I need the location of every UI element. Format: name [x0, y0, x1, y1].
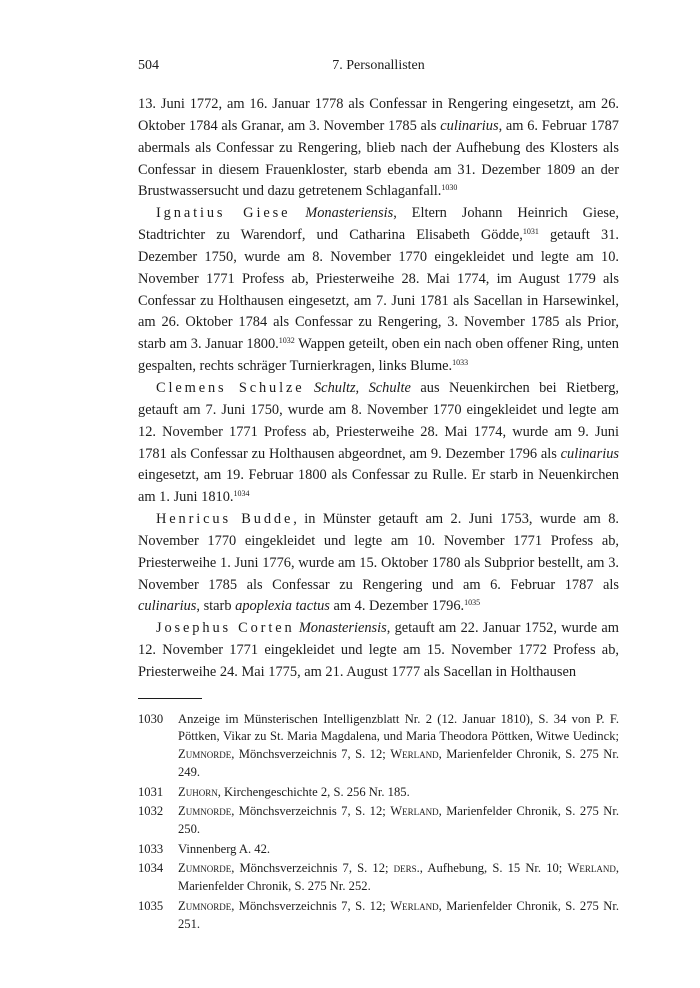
book-page	[138, 58, 619, 935]
footnote-text: Zuhorn, Kirchengeschichte 2, S. 256 Nr. 185.	[178, 784, 410, 799]
italic-term: apoplexia tactus	[235, 598, 330, 615]
main-text	[138, 94, 619, 684]
footnote-number: 1030	[138, 711, 164, 726]
footnote	[138, 711, 619, 782]
footnote-number: 1033	[138, 841, 164, 856]
entry-henricus-budde: Henricus Budde, in Münster getauft am 2. Juni 1753, wurde am 8. November 1770 eingekleidet und legte am 10. November 1771 Profess ab, Priesterweihe 1. Juni 1776, wurde am 15. Oktober 1780 als Subprior bestellt, am 3. November 1785 als Confessar zu Rengering und am 6. Februar 1787 als culinarius, starb apoplexia tactus am 4. Dezember 1796.$^{1035}$	[138, 511, 620, 615]
footnote-ref: 1030	[441, 183, 458, 193]
author-name: Werland	[390, 804, 439, 819]
footnote-number: 1032	[138, 804, 164, 819]
paragraph-continuation: 13. Juni 1772, am 16. Januar 1778 als Confessar in Rengering eingesetzt, am 26. Oktober 1784 als Granar, am 3. November 1785 als culinarius, am 6. Februar 1787 abermals als Confessar zu Rengering, blieb nach der Aufhebung des Klosters als Confessar in diesem Frauenkloster, starb ebenda am 31. Dezember 1809 an der Brustwassersucht und dazu getretenem Schlaganfall.$^{1030}$	[138, 96, 619, 200]
italic-term: culinarius	[138, 598, 197, 615]
footnote	[138, 841, 619, 859]
person-name: Ignatius Giese	[156, 205, 291, 222]
footnote	[138, 860, 619, 895]
author-name: Zumnorde	[178, 747, 232, 762]
footnote	[138, 803, 619, 838]
entry-ignatius-giese: Ignatius Giese Monasteriensis, Eltern Johann Heinrich Giese, Stadtrichter zu Warendorf, und Catharina Elisabeth Gödde,$^{1031}$ getauft 31. Dezember 1750, wurde am 8. November 1770 eingekleidet und legte am 10. November 1771 Profess ab, Priesterweihe 28. Mai 1774, im August 1779 als Confessar zu Holthausen eingesetzt, am 7. Juni 1781 als Sacellan in Harsewinkel, am 26. Oktober 1784 als Confessar zu Rengering, 3. November 1785 als Prior, starb am 3. Januar 1800.$^{1032}$ Wappen geteilt, oben ein nach oben offener Ring, unten gespalten, rechts schräger Turnierkragen, links Blume.$^{1033}$	[138, 205, 619, 375]
footnote-number: 1035	[138, 898, 164, 913]
person-name: Henricus Budde	[156, 511, 294, 528]
footnote-number: 1034	[138, 861, 164, 876]
running-header	[138, 58, 619, 84]
author-name: Werland	[390, 747, 439, 762]
author-name: Zuhorn	[178, 784, 218, 799]
name-variant: Monasteriensis	[298, 620, 387, 637]
name-variant: Monasteriensis	[305, 205, 394, 222]
author-name: Werland	[390, 898, 439, 913]
author-name: Werland	[567, 861, 616, 876]
author-name: Zumnorde	[178, 861, 232, 876]
author-name: Zumnorde	[178, 898, 232, 913]
author-name: Zumnorde	[178, 804, 232, 819]
footnote-ref: 1033	[452, 358, 469, 368]
footnote-text: Anzeige im Münsterischen Intelligenzblatt Nr. 2 (12. Januar 1810), S. 34 von P. F. Pöttken, Vikar zu St. Maria Magdalena, und Maria Theodora Pöttken, Witwe Uedinck; Zumnorde, Mönchsverzeichnis 7, S. 12; Werland, Marienfelder Chronik, S. 275 Nr. 249.	[178, 711, 619, 779]
footnote	[138, 784, 619, 802]
name-variant: Schultz, Schulte	[313, 379, 411, 396]
footnote-ref: 1031	[522, 227, 539, 237]
footnote-text: Zumnorde, Mönchsverzeichnis 7, S. 12; Werland, Marienfelder Chronik, S. 275 Nr. 250.	[178, 804, 619, 836]
footnote-ref: 1034	[233, 489, 250, 499]
footnote-separator	[138, 698, 202, 699]
footnote-text: Zumnorde, Mönchsverzeichnis 7, S. 12; Werland, Marienfelder Chronik, S. 275 Nr. 251.	[178, 898, 619, 931]
footnotes	[138, 711, 619, 933]
page-number: 504	[138, 58, 159, 73]
person-name: Clemens Schulze	[156, 379, 305, 396]
footnote-text: Zumnorde, Mönchsverzeichnis 7, S. 12; ders., Aufhebung, S. 15 Nr. 10; Werland, Marienfelder Chronik, S. 275 Nr. 252.	[178, 861, 619, 894]
person-name: Josephus Corten	[156, 620, 295, 637]
running-title: 7. Personallisten	[332, 58, 425, 73]
footnote-ref: 1035	[464, 598, 481, 608]
footnote	[138, 898, 619, 933]
author-name: ders.	[393, 861, 420, 876]
footnote-ref: 1032	[278, 336, 295, 346]
footnote-number: 1031	[138, 784, 164, 799]
entry-clemens-schulze: Clemens Schulze Schultz, Schulte aus Neuenkirchen bei Rietberg, getauft am 7. Juni 1750, wurde am 8. November 1770 eingekleidet und legte am 12. November 1771 Profess ab, Priesterweihe 28. Mai 1774, wurde am 9. Juni 1781 als Confessar zu Holthausen abgeordnet, am 9. Dezember 1796 als culinarius eingesetzt, am 19. Februar 1800 als Confessar zu Rulle. Er starb in Neuenkirchen am 1. Juni 1810.$^{1034}$	[138, 379, 619, 506]
italic-term: culinarius	[440, 117, 499, 134]
entry-josephus-corten: Josephus Corten Monasteriensis, getauft am 22. Januar 1752, wurde am 12. November 1771 eingekleidet und legte am 15. November 1772 Profess ab, Priesterweihe 24. Mai 1775, am 21. August 1777 als Sacellan in Holthausen	[138, 620, 619, 680]
footnote-text: Vinnenberg A. 42.	[178, 841, 271, 856]
italic-term: culinarius	[560, 445, 619, 462]
